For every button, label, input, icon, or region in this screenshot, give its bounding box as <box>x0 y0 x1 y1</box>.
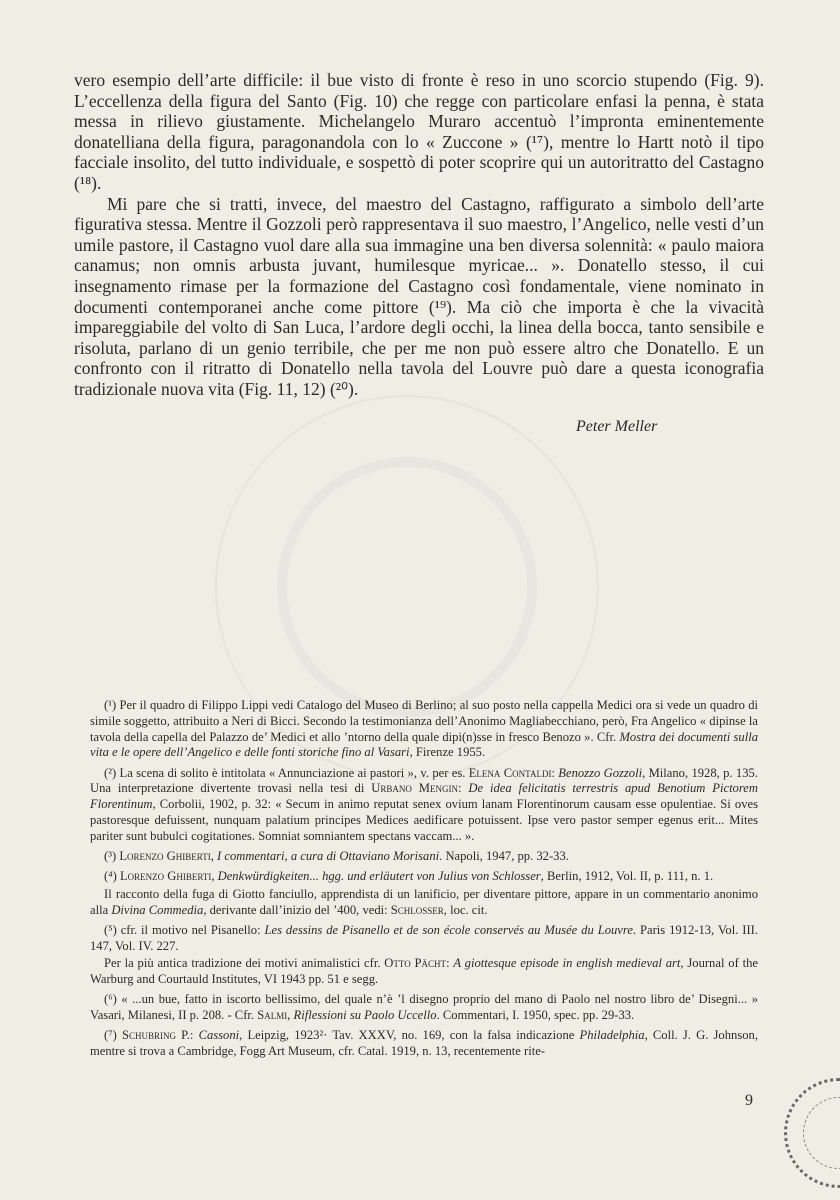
footnote-text: , <box>211 869 218 884</box>
footnote-title: Divina Commedia <box>111 902 204 917</box>
footnote-title: A giottesque episode in english medieval art <box>453 955 681 970</box>
footnote-text: , Leipzig, 1923²· Tav. XXXV, no. 169, con la falsa indicazione <box>239 1028 580 1043</box>
footnote-text: , Milano, 1928, p. 135. Una interpretazione divertente trovasi nella tesi di <box>90 765 758 796</box>
footnote-title: I commentari, a cura di Ottaviano Morisani <box>217 849 440 864</box>
footnote-text: , Journal of the Warburg and Courtauld Institutes, VI 1943 pp. 51 e segg. <box>90 955 758 986</box>
footnote-5-continuation <box>90 956 758 988</box>
footnote-text: , derivante dall’inizio del ’400, vedi: <box>203 902 391 917</box>
footnote-mark: (²) <box>104 765 117 780</box>
footnote-title: Denkwürdigkeiten... hgg. und erläutert von Julius von Schlosser <box>217 869 541 884</box>
footnote-text: . Paris 1912-13, Vol. III. 147, Vol. IV. 227. <box>90 922 758 953</box>
footnote-mark: (⁵) <box>104 922 117 937</box>
footnote-title: Benozzo Gozzoli <box>558 765 643 780</box>
footnote-5 <box>90 923 758 955</box>
footnote-author: Urbano Mengin <box>371 781 458 796</box>
footnote-title: Les dessins de Pisanello et de son école conservés au Musée du Louvre <box>264 922 633 937</box>
footnote-title: Riflessioni su Paolo Uccello <box>293 1007 437 1022</box>
main-text <box>74 70 764 400</box>
body-paragraph-1: vero esempio dell’arte difficile: il bue visto di fronte è reso in uno scorcio stupendo (Fig. 9). L’eccellenza della figura del Santo (Fig. 10) che regge con particolare enfasi la penna, è stata messa in rilievo giustamente. Michelangelo Muraro accentuò l’impronta eminentemente donatelliana della figura, paragonandola con lo « Zuccone » (¹⁷), mentre lo Hartt notò il tipo facciale insolito, del tutto individuale, e sospettò di poter scoprire qui un autoritratto del Castagno (¹⁸). <box>74 70 764 193</box>
body-paragraph-2: Mi pare che si tratti, invece, del maestro del Castagno, raffigurato a simbolo dell’arte figurativa stessa. Mentre il Gozzoli però rappresentava il suo maestro, l’Angelico, nelle vesti d’un umile pastore, il Castagno vuol dare alla sua immagine una ben diversa solennità: « paulo maiora canamus; non omnis arbusta juvant, humilesque myricae... ». Donatello stesso, il cui insegnamento rimase per la formazione del Castagno così fondamentale, viene nominato in documenti contemporanei anche come pittore (¹⁹). Ma ciò che importa è che la vivacità impareggiabile del volto di San Luca, l’ardore degli occhi, la linea della bocca, tanto sensibile e risoluta, parlano di un genio terribile, che per me non può essere altro che Donatello. E un confronto con il ritratto di Donatello nella tavola del Louvre può dare a questa iconografia tradizionale nuova vita (Fig. 11, 12) (²⁰). <box>74 193 764 399</box>
footnote-mark: (⁶) <box>104 992 117 1007</box>
footnote-text: Per la più antica tradizione dei motivi animalistici cfr. <box>104 955 385 970</box>
library-stamp <box>784 1078 840 1188</box>
footnote-author: Schlosser <box>390 902 444 917</box>
footnote-text: , <box>287 1007 294 1022</box>
footnote-text: cfr. il motivo nel Pisanello: <box>116 922 265 937</box>
footnote-4-continuation <box>90 887 758 919</box>
footnote-7 <box>90 1028 758 1060</box>
footnote-6 <box>90 992 758 1024</box>
footnote-text: : <box>551 765 559 780</box>
footnote-mark: (³) <box>104 849 117 864</box>
footnote-text: , Berlin, 1912, Vol. II, p. 111, n. 1. <box>540 869 714 884</box>
footnote-mark: (⁴) <box>104 869 117 884</box>
footnote-text: , loc. cit. <box>443 902 488 917</box>
page-number: 9 <box>745 1092 753 1109</box>
footnote-author: Elena Contaldi <box>468 765 552 780</box>
footnote-text: , Firenze 1955. <box>409 745 486 760</box>
footnote-text: . Napoli, 1947, pp. 32-33. <box>439 849 569 864</box>
footnote-text: « ...un bue, fatto in iscorto bellissimo, del quale n’è ’l disegno proprio del mano di Paolo nel nostro libro de’ Disegni... » Vasari, Milanesi, II p. 208. - Cfr. <box>90 992 758 1022</box>
footnote-text: Il racconto della fuga di Giotto fanciullo, apprendista di un lanificio, per diventare pittore, appare in un commentario anonimo alla <box>90 886 758 917</box>
footnote-author: Lorenzo Ghiberti <box>119 849 211 864</box>
footnote-mark: (¹) <box>104 698 117 712</box>
footnote-title: Philadelphia <box>579 1028 645 1043</box>
footnote-text: : <box>189 1028 199 1043</box>
footnote-text: , Corbolii, 1902, p. 32: « Secum in animo reputat senex ovium lanam Florentinorum causam esse opulentiae. Si oves pastoresque defuissent, nunquam palatium principes Medices aedificare potuissent. Ipse vero pastor semper egenus erit... Mites pariter sunt bubulci cogitationes. Somniat somniantem spectans vaccam... ». <box>90 797 758 843</box>
footnote-text: : <box>457 781 469 796</box>
footnote-author: Otto Pächt <box>384 955 447 970</box>
footnote-text: , Coll. J. G. Johnson, mentre si trova a Cambridge, Fogg Art Museum, cfr. Catal. 1919, n. 13, recentemente rite- <box>90 1028 758 1058</box>
author-signature: Peter Meller <box>576 418 658 435</box>
footnote-title: De idea felicitatis terrestris apud Benotium Pictorem Florentinum <box>90 781 758 812</box>
footnote-text: , <box>210 849 218 864</box>
footnotes <box>90 698 758 1064</box>
footnote-text: Per il quadro di Filippo Lippi vedi Catalogo del Museo di Berlino; al suo posto nella cappella Medici ora si vede un quadro di simile soggetto, attribuito a Neri di Bicci. Secondo la testimonianza dell’Anonimo Magliabecchiano, però, Fra Angelico « dipinse la tavola della capella del Palazzo de’ Medici et allo ’ntorno della quale dipi(n)sse in fresco Benozo ». Cfr. <box>90 698 758 744</box>
footnote-text: . Commentari, I. 1950, spec. pp. 29-33. <box>436 1007 635 1022</box>
footnote-text: La scena di solito è intitolata « Annunciazione ai pastori », v. per es. <box>116 765 469 780</box>
footnote-1 <box>90 698 758 761</box>
footnote-author: Lorenzo Ghiberti <box>119 869 212 884</box>
footnote-title: Cassoni <box>198 1028 240 1043</box>
footnote-author: Schubring P. <box>121 1028 190 1043</box>
footnote-4 <box>90 869 758 885</box>
footnote-3 <box>90 849 758 865</box>
footnote-title: Mostra dei documenti sulla vita e le opere dell’Angelico e delle fonti storiche fino al Vasari <box>90 729 758 760</box>
footnote-author: Salmi <box>257 1007 288 1022</box>
footnote-text: : <box>446 955 454 970</box>
footnote-mark: (⁷) <box>104 1028 117 1043</box>
footnote-2 <box>90 766 758 845</box>
